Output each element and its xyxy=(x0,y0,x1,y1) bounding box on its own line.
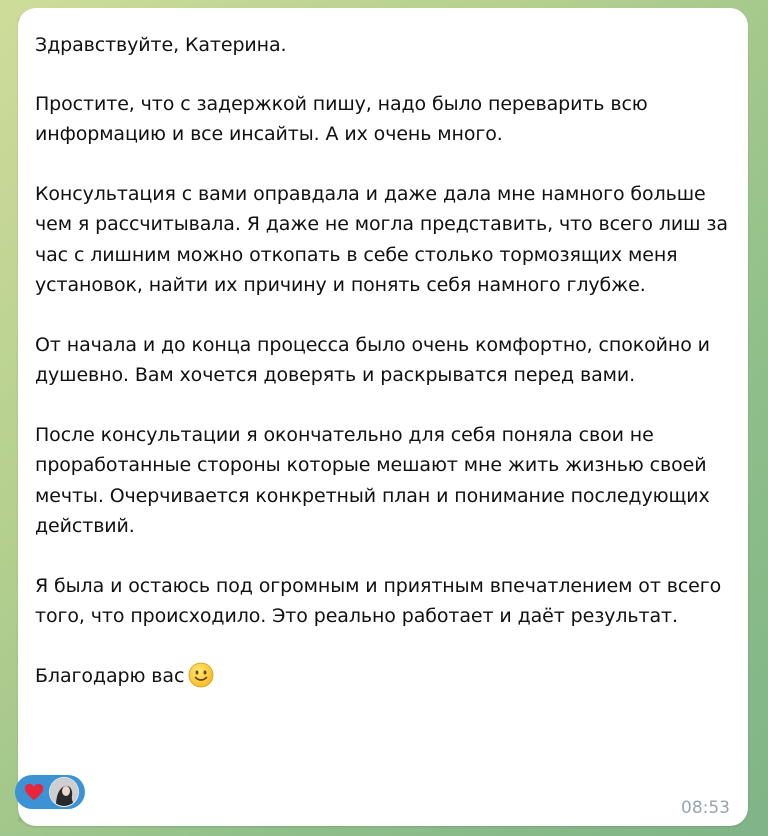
message-paragraph: От начала и до конца процесса было очень комфортно, спокойно и душевно. Вам хочется доверять и раскрыватся перед вами. xyxy=(35,333,710,386)
message-paragraph: Здравствуйте, Катерина. xyxy=(35,34,287,56)
message-bubble[interactable] xyxy=(18,8,748,826)
message-paragraph-closing xyxy=(35,661,728,692)
red-heart-icon xyxy=(23,781,45,803)
message-paragraph: Консультация с вами оправдала и даже дала мне намного больше чем я рассчитывала. Я даже не могла представить, что всего лиш за час с лишним можно откопать в себе столько тормозящих меня установок, найти их причину и понять себя намного глубже. xyxy=(35,182,728,296)
message-time: 08:53 xyxy=(681,798,730,818)
message-paragraph: После консультации я окончательно для себя поняла свои не проработанные стороны которые мешают мне жить жизнью своей мечты. Очерчивается конкретный план и понимание последующих действий. xyxy=(35,423,710,537)
reactor-avatar[interactable] xyxy=(49,777,79,807)
message-paragraph: Простите, что с задержкой пишу, надо было переварить всю информацию и все инсайты. А их очень много. xyxy=(35,92,648,145)
closing-text: Благодарю вас xyxy=(35,664,185,687)
message-paragraph: Я была и остаюсь под огромным и приятным впечатлением от всего того, что происходило. Это реально работает и даёт результат. xyxy=(35,574,722,627)
slightly-smiling-face-icon xyxy=(188,662,214,688)
reaction-pill[interactable] xyxy=(15,775,85,809)
message-text xyxy=(35,30,728,691)
